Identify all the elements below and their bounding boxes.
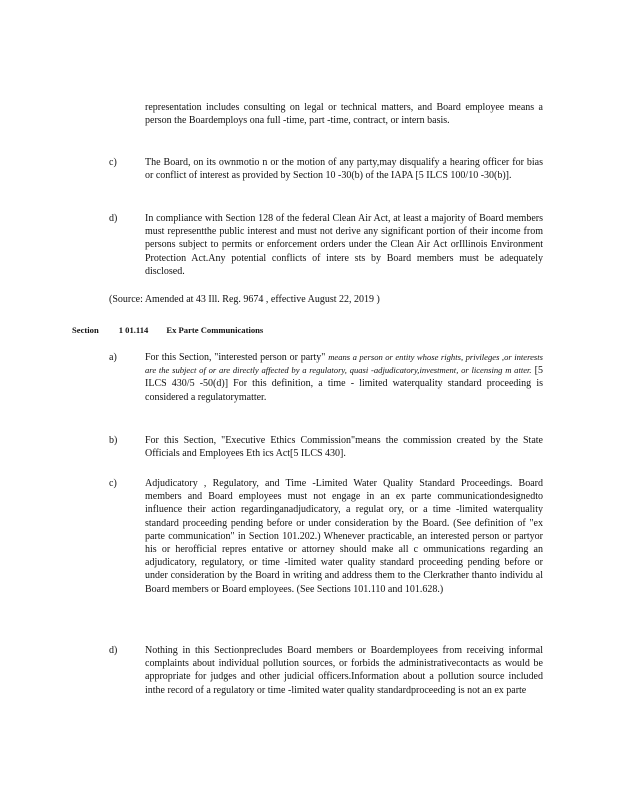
source-note: (Source: Amended at 43 Ill. Reg. 9674 , effective August 22, 2019 ): [109, 294, 380, 305]
item-c2-paragraph: Adjudicatory , Regulatory, and Time -Limited Water Quality Standard Proceedings. Board members and Board employees must not engage in an ex parte communicationdesignedto influence their action regardinganadjudicatory, a regulat ory, or a time -limited waterquality standard proceeding pending before or under consideration by the Board. (See definition of "ex parte communication" in Section 101.202.) Whenever practicable, an interested person or partyor his or herofficial repres entative or attorney should make all c ommunications regarding an adjudicatory, regulatory, or time -limited water quality standard proceeding pending before or under consideration by the Board in writing and address them to the Clerkrather thanto individu al Board members or Board employees. (See Sections 101.110 and 101.628.): [145, 478, 543, 595]
item-a-paragraph: [145, 351, 543, 404]
item-d-paragraph: In compliance with Section 128 of the federal Clean Air Act, at least a majority of Board members must representthe public interest and must not derive any significant portion of their income from persons subject to permits or enforcement orders under the Clean Air Act orIllinois Environment Protection Act.Any potential conflicts of intere sts by Board members must be adequately disclosed.: [145, 213, 543, 277]
item-d-label: d): [109, 213, 118, 224]
item-a-label: a): [109, 352, 117, 363]
item-c-label: c): [109, 157, 117, 168]
item-b-label: b): [109, 435, 118, 446]
intro-paragraph: representation includes consulting on legal or technical matters, and Board employee means a person the Boardemploys ona full -time, part -time, contract, or intern basis.: [145, 102, 543, 127]
item-a-lead: For this Section, "interested person or party": [145, 352, 326, 363]
section-label: Section: [72, 325, 99, 335]
item-a-tail: [5 ILCS 430/5 -50(d)] For this definition, a time - limited waterquality standard proceeding is considered a regulatorymatter.: [145, 365, 544, 403]
item-a-definition: means a person or entity whose rights, privileges ,or interests are the subject of or are directly affected by a regulatory, quasi -adjudicatory,investment, or licensing m atter.: [145, 352, 543, 376]
section-title: Ex Parte Communications: [166, 325, 264, 335]
item-c2-label: c): [109, 478, 117, 489]
section-number: 1 01.114: [118, 325, 149, 335]
item-d2-label: d): [109, 645, 118, 656]
section-heading: [72, 324, 372, 337]
item-c-paragraph: The Board, on its ownmotio n or the motion of any party,may disqualify a hearing officer for bias or conflict of interest as provided by Section 10 -30(b) of the IAPA [5 ILCS 100/10 -30(b)].: [145, 157, 543, 182]
item-d2-paragraph: Nothing in this Sectionprecludes Board members or Boardemployees from receiving informal complaints about individual pollution sources, or forbids the administrativecontacts as would be appropriate for judges and other judicial officers.Information about a pollution source included inthe record of a regulatory or time -limited water quality standardproceeding is not an ex parte: [145, 645, 543, 696]
item-b-paragraph: For this Section, "Executive Ethics Commission"means the commission created by the State Officials and Employees Eth ics Act[5 ILCS 430].: [145, 435, 543, 460]
